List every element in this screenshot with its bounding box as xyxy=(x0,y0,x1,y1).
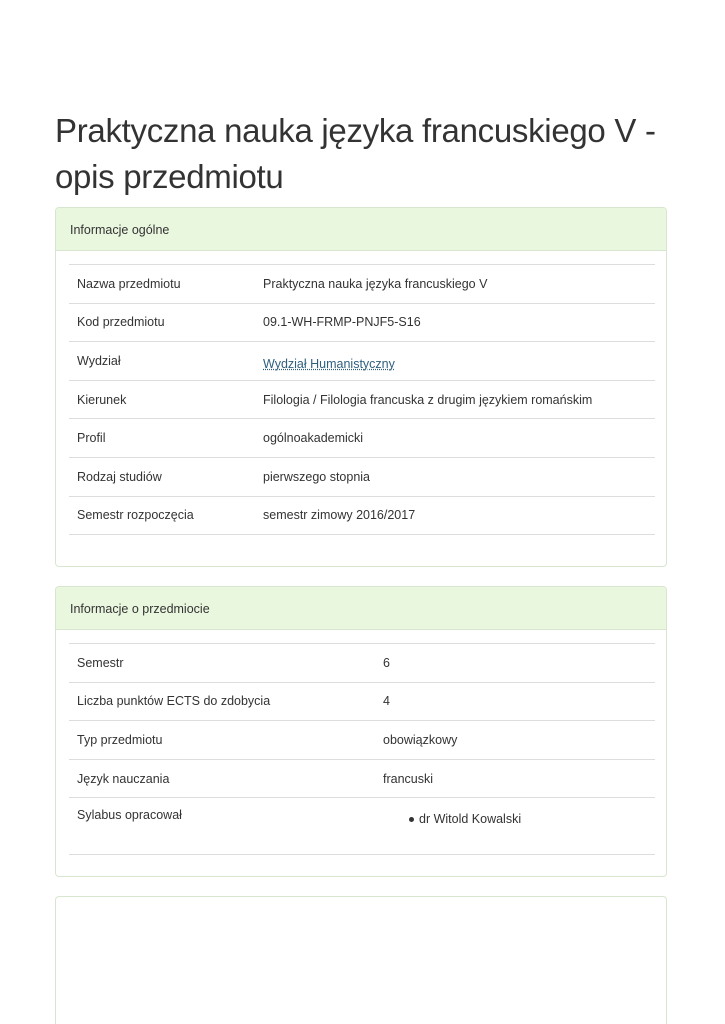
semester-value: 6 xyxy=(375,644,655,683)
table-row xyxy=(69,682,655,721)
course-code-value: 09.1-WH-FRMP-PNJF5-S16 xyxy=(255,303,655,342)
course-type-label: Typ przedmiotu xyxy=(69,721,375,760)
field-of-study-value: Filologia / Filologia francuska z drugim językiem romańskim xyxy=(255,380,655,419)
start-semester-value: semestr zimowy 2016/2017 xyxy=(255,496,655,535)
table-row xyxy=(69,644,655,683)
syllabus-author-value xyxy=(375,798,655,855)
ects-value: 4 xyxy=(375,682,655,721)
table-row xyxy=(69,303,655,342)
language-value: francuski xyxy=(375,759,655,798)
start-semester-label: Semestr rozpoczęcia xyxy=(69,496,255,535)
general-info-table xyxy=(69,264,655,535)
course-name-value: Praktyczna nauka języka francuskiego V xyxy=(255,265,655,304)
study-type-label: Rodzaj studiów xyxy=(69,457,255,496)
general-info-panel xyxy=(55,207,667,567)
faculty-value xyxy=(255,342,655,381)
study-type-value: pierwszego stopnia xyxy=(255,457,655,496)
course-info-heading: Informacje o przedmiocie xyxy=(56,587,666,630)
faculty-link[interactable]: Wydział Humanistyczny xyxy=(263,356,395,371)
language-label: Język nauczania xyxy=(69,759,375,798)
table-row xyxy=(69,457,655,496)
semester-label: Semestr xyxy=(69,644,375,683)
general-info-body xyxy=(56,251,666,535)
next-panel xyxy=(55,896,667,1024)
table-row xyxy=(69,759,655,798)
lecturer-list xyxy=(383,812,655,826)
ects-label: Liczba punktów ECTS do zdobycia xyxy=(69,682,375,721)
table-row xyxy=(69,265,655,304)
course-info-panel xyxy=(55,586,667,877)
course-name-label: Nazwa przedmiotu xyxy=(69,265,255,304)
table-row xyxy=(69,380,655,419)
table-row xyxy=(69,342,655,381)
field-of-study-label: Kierunek xyxy=(69,380,255,419)
table-row xyxy=(69,798,655,855)
profile-value: ogólnoakademicki xyxy=(255,419,655,458)
course-info-table xyxy=(69,643,655,855)
general-info-heading: Informacje ogólne xyxy=(56,208,666,251)
course-code-label: Kod przedmiotu xyxy=(69,303,255,342)
profile-label: Profil xyxy=(69,419,255,458)
list-item: dr Witold Kowalski xyxy=(419,812,655,826)
syllabus-author-label: Sylabus opracował xyxy=(69,798,375,855)
table-row xyxy=(69,496,655,535)
page-title: Praktyczna nauka języka francuskiego V - opis przedmiotu xyxy=(55,112,656,195)
table-row xyxy=(69,419,655,458)
course-info-body xyxy=(56,630,666,855)
table-row xyxy=(69,721,655,760)
course-type-value: obowiązkowy xyxy=(375,721,655,760)
faculty-label: Wydział xyxy=(69,342,255,381)
